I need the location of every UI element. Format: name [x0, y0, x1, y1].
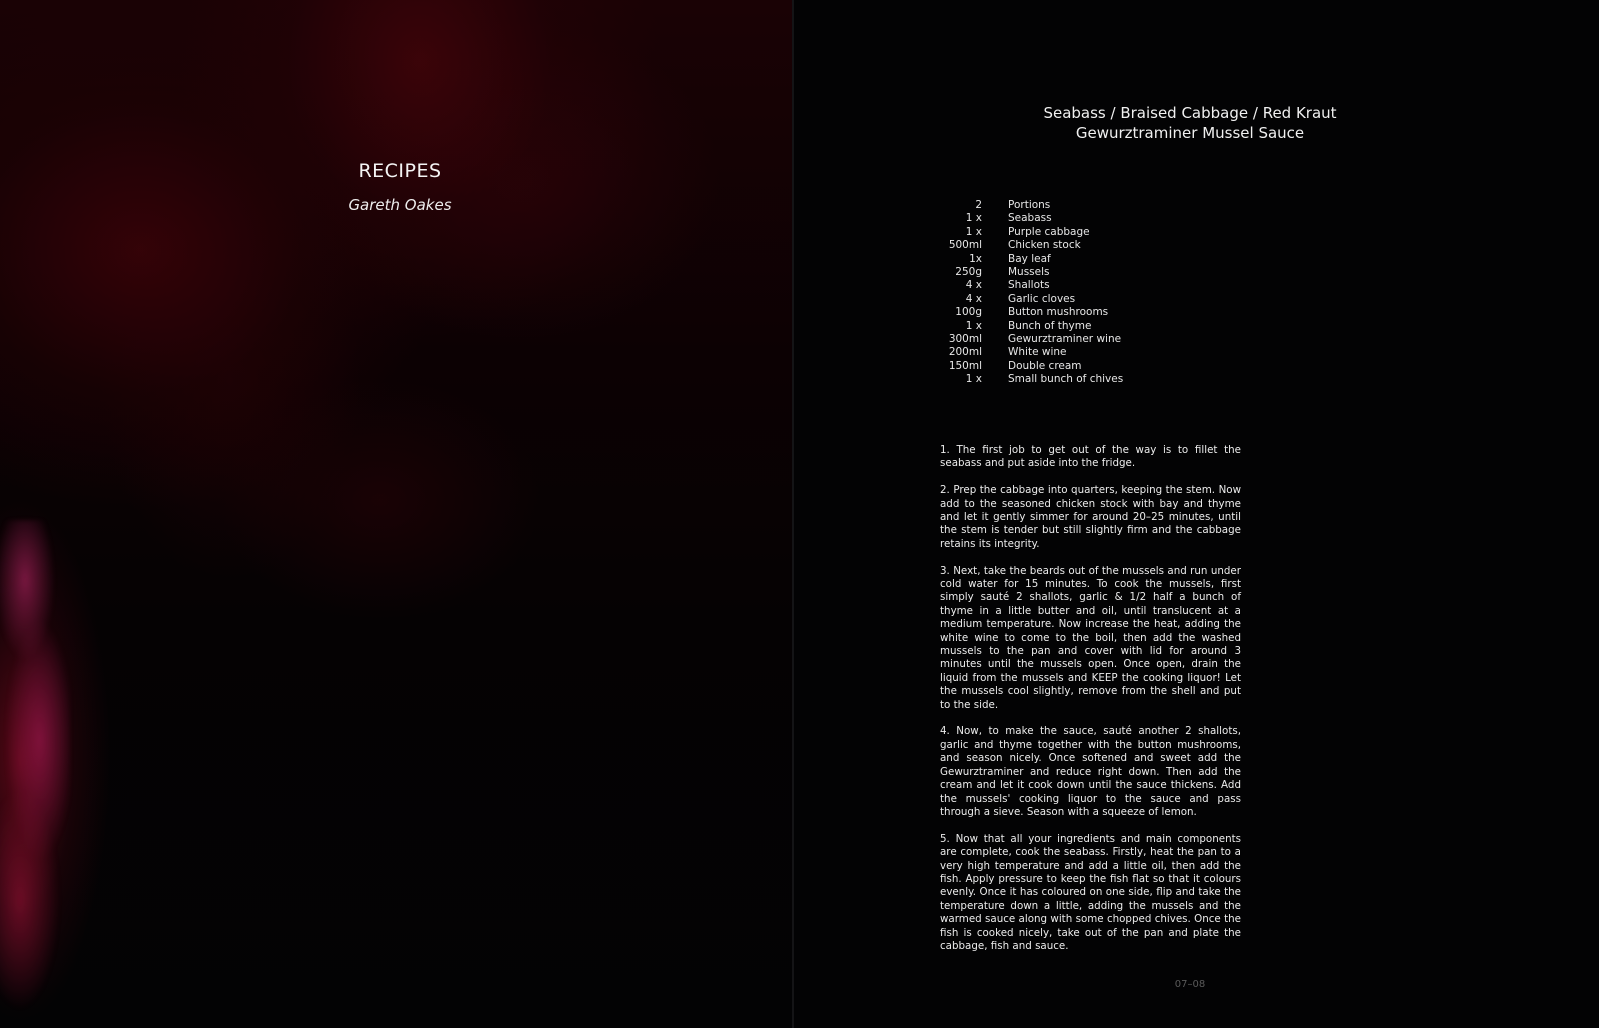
ingredient-name: Seabass	[1008, 212, 1052, 225]
ingredient-row	[924, 253, 1224, 266]
right-page	[794, 0, 1599, 1028]
ingredient-quantity: 100g	[955, 306, 982, 319]
ingredient-name: Mussels	[1008, 265, 1050, 278]
ingredient-quantity: 1x	[969, 252, 982, 265]
ingredient-row	[924, 239, 1224, 252]
method-step: 5. Now that all your ingredients and main components are complete, cook the seabass. Firstly, heat the pan to a very high temperature and add a little oil, then add the fish. Apply pressure to keep the fish flat so that it colours evenly. Once it has coloured on one side, flip and take the temperature down a little, adding the mussels and the warmed sauce along with some chopped chives. Once the fish is cooked nicely, take out of the pan and plate the cabbage, fish and sauce.	[940, 832, 1241, 952]
ingredient-quantity: 150ml	[948, 359, 982, 372]
ingredient-row	[924, 306, 1224, 319]
ingredient-quantity: 1 x	[965, 225, 982, 238]
method-step: 4. Now, to make the sauce, sauté another 2 shallots, garlic and thyme together with the button mushrooms, and season nicely. Once softened and sweet add the Gewurztraminer and reduce right down. Then add the cream and let it cook down until the sauce thickens. Add the mussels' cooking liquor to the sauce and pass through a sieve. Season with a squeeze of lemon.	[940, 725, 1241, 818]
method-steps	[940, 444, 1241, 967]
ingredient-row	[924, 373, 1224, 386]
ingredient-row	[924, 226, 1224, 239]
ingredient-name: Garlic cloves	[1008, 292, 1076, 305]
ingredient-quantity: 500ml	[948, 239, 982, 252]
ingredient-row	[924, 266, 1224, 279]
ingredient-quantity: 200ml	[948, 346, 982, 359]
recipe-title-line-1: Seabass / Braised Cabbage / Red Kraut	[1043, 104, 1337, 122]
ingredient-row	[924, 293, 1224, 306]
ingredient-row	[924, 360, 1224, 373]
ingredient-name: Gewurztraminer wine	[1008, 332, 1122, 345]
ingredient-quantity: 4 x	[965, 279, 982, 292]
ingredient-row	[924, 279, 1224, 292]
ingredient-name: Small bunch of chives	[1008, 373, 1124, 386]
ingredient-name: Shallots	[1008, 279, 1050, 292]
ingredient-row	[924, 199, 1224, 212]
ingredient-quantity: 250g	[955, 265, 982, 278]
ingredient-row	[924, 320, 1224, 333]
ingredient-name: Bunch of thyme	[1008, 319, 1092, 332]
method-step: 1. The first job to get out of the way is to fillet the seabass and put aside into the fridge.	[940, 444, 1241, 470]
ingredient-name: Purple cabbage	[1008, 225, 1090, 238]
ingredient-name: Button mushrooms	[1008, 306, 1109, 319]
ingredient-row	[924, 346, 1224, 359]
author-name: Gareth Oakes	[348, 196, 452, 214]
left-page-photo	[0, 0, 793, 1028]
ingredients-list	[924, 199, 1224, 386]
ingredient-quantity: 1 x	[965, 319, 982, 332]
ingredient-row	[924, 212, 1224, 225]
recipe-title	[934, 103, 1446, 143]
ingredient-quantity: 300ml	[948, 332, 982, 345]
method-step: 3. Next, take the beards out of the mussels and run under cold water for 15 minutes. To cook the mussels, first simply sauté 2 shallots, garlic & 1/2 half a bunch of thyme in a little butter and oil, until translucent at a medium temperature. Now increase the heat, adding the white wine to come to the boil, then add the washed mussels to the pan and cover with lid for around 3 minutes until the mussels open. Once open, drain the liquid from the mussels and KEEP the cooking liquor! Let the mussels cool slightly, remove from the shell and put to the side.	[940, 564, 1241, 711]
ingredient-name: Double cream	[1008, 359, 1082, 372]
method-step: 2. Prep the cabbage into quarters, keeping the stem. Now add to the seasoned chicken stock with bay and thyme and let it gently simmer for around 20–25 minutes, until the stem is tender but still slightly firm and the cabbage retains its integrity.	[940, 484, 1241, 550]
ingredient-quantity: 1 x	[965, 373, 982, 386]
ingredient-name: White wine	[1008, 346, 1067, 359]
section-title: RECIPES	[358, 160, 442, 182]
page-number: 07–08	[1174, 979, 1206, 990]
smoke-texture	[0, 520, 70, 1020]
ingredient-quantity: 4 x	[965, 292, 982, 305]
ingredient-quantity: 1 x	[965, 212, 982, 225]
ingredient-row	[924, 333, 1224, 346]
ingredient-name: Chicken stock	[1008, 239, 1081, 252]
ingredient-name: Portions	[1008, 199, 1051, 211]
recipe-title-line-2: Gewurztraminer Mussel Sauce	[1075, 124, 1305, 142]
ingredient-name: Bay leaf	[1008, 252, 1051, 265]
ingredient-quantity: 2	[975, 199, 982, 211]
